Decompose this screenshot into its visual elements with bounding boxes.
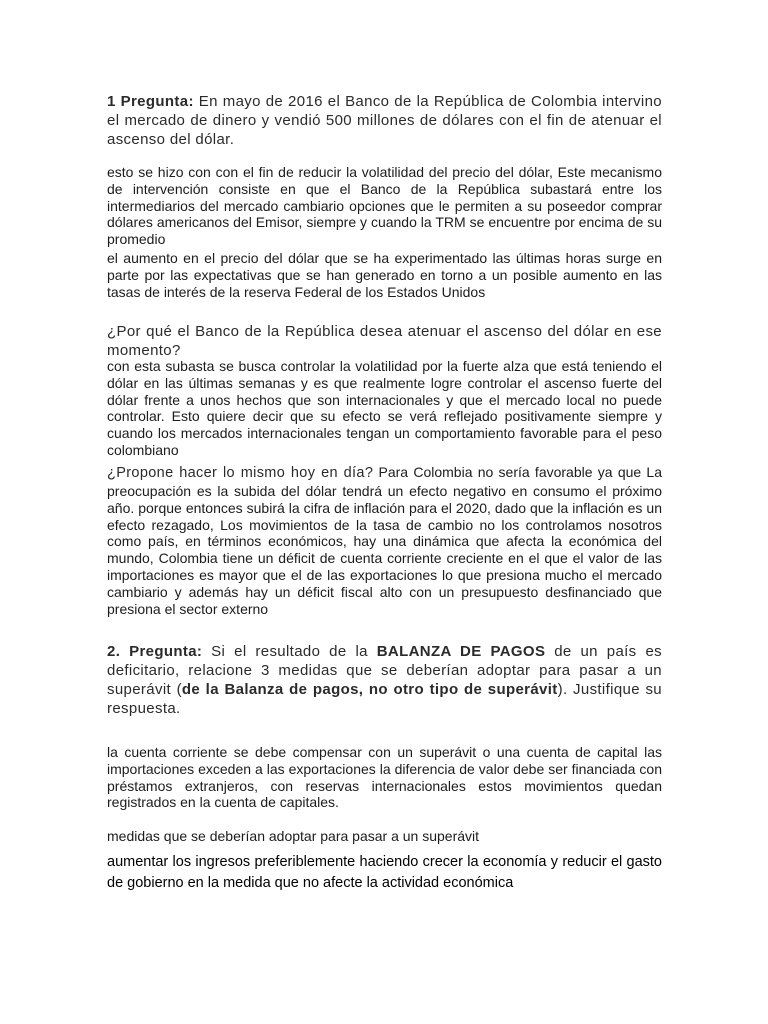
answer-1-paragraph-1: esto se hizo con con el fin de reducir la volatilidad del precio del dólar, Este mecanismo de intervención consiste en que el Banco de la República subastará entre los intermediarios del mercado cambiario opciones que le permiten a su poseedor comprar dólares americanos del Emisor, siempre y cuando la TRM se encuentre por encima de su promedio [107, 164, 662, 248]
answer-1-paragraph-2: el aumento en el precio del dólar que se ha experimentado las últimas horas surge en parte por las expectativas que se han generado en torno a un posible aumento en las tasas de interés de la reserva Federal de los Estados Unidos [107, 250, 662, 300]
question-1-followup-answer: Para Colombia no sería favorable ya que La preocupación es la subida del dólar tendrá un efecto negativo en consumo el próximo año. porque entonces subirá la cifra de inflación para el 2020, dado que la inflación es un efecto rezagado, Los movimientos de la tasa de cambio no los controlamos nosotros como país, en términos económicos, hay una dinámica que afecta la económica del mundo, Colombia tiene un déficit de cuenta corriente creciente en el que el valor de las importaciones es mayor que el de las exportaciones lo que presiona mucho el mercado cambiario y además hay un déficit fiscal alto con un presupuesto desfinanciado que presiona el sector externo [107, 464, 663, 617]
question-2 [107, 642, 662, 718]
question-1-followup-question: ¿Propone hacer lo mismo hoy en día? [107, 465, 374, 481]
question-2-label: 2. Pregunta: [107, 643, 203, 660]
answer-2: la cuenta corriente se debe compensar con un superávit o una cuenta de capital las importaciones exceden a las exportaciones la diferencia de valor debe ser financiada con préstamos extranjeros, con reservas internacionales estos movimientos quedan registrados en la cuenta de capitales. [107, 744, 662, 811]
question-2-text-c: ). Justifique su respuesta. [107, 681, 662, 717]
question-1 [107, 92, 662, 149]
question-1-label: 1 Pregunta: [107, 93, 194, 110]
question-1-subquestion: ¿Por qué el Banco de la República desea atenuar el ascenso del dólar en ese momento? [107, 323, 662, 359]
question-2-bold-balanza: BALANZA DE PAGOS [376, 643, 546, 660]
question-1-text: En mayo de 2016 el Banco de la República de Colombia intervino el mercado de dinero y vendió 500 millones de dólares con el fin de atenuar el ascenso del dólar. [107, 93, 662, 148]
question-2-bold-note: de la Balanza de pagos, no otro tipo de superávit [181, 681, 558, 698]
answer-2-measures-heading: medidas que se deberían adoptar para pasar a un superávit [107, 828, 480, 844]
question-2-text-b: de un país es deficitario, relacione 3 medidas que se deberían adoptar para pasar a un superávit ( [107, 643, 662, 698]
answer-1-subanswer: con esta subasta se busca controlar la volatilidad por la fuerte alza que está teniendo el dólar en las últimas semanas y es que realmente logre controlar el ascenso fuerte del dólar frente a unos hechos que son internacionales y que el mercado local no puede controlar. Esto quiere decir que su efecto se verá reflejado positivamente siempre y cuando los mercados internacionales tengan un comportamiento favorable para el peso colombiano [107, 358, 662, 458]
answer-2-measures: aumentar los ingresos preferiblemente haciendo crecer la economía y reducir el gasto de gobierno en la medida que no afecte la actividad económica [107, 854, 662, 891]
question-1-followup [107, 464, 662, 617]
question-2-text-a: Si el resultado de la [202, 643, 377, 660]
